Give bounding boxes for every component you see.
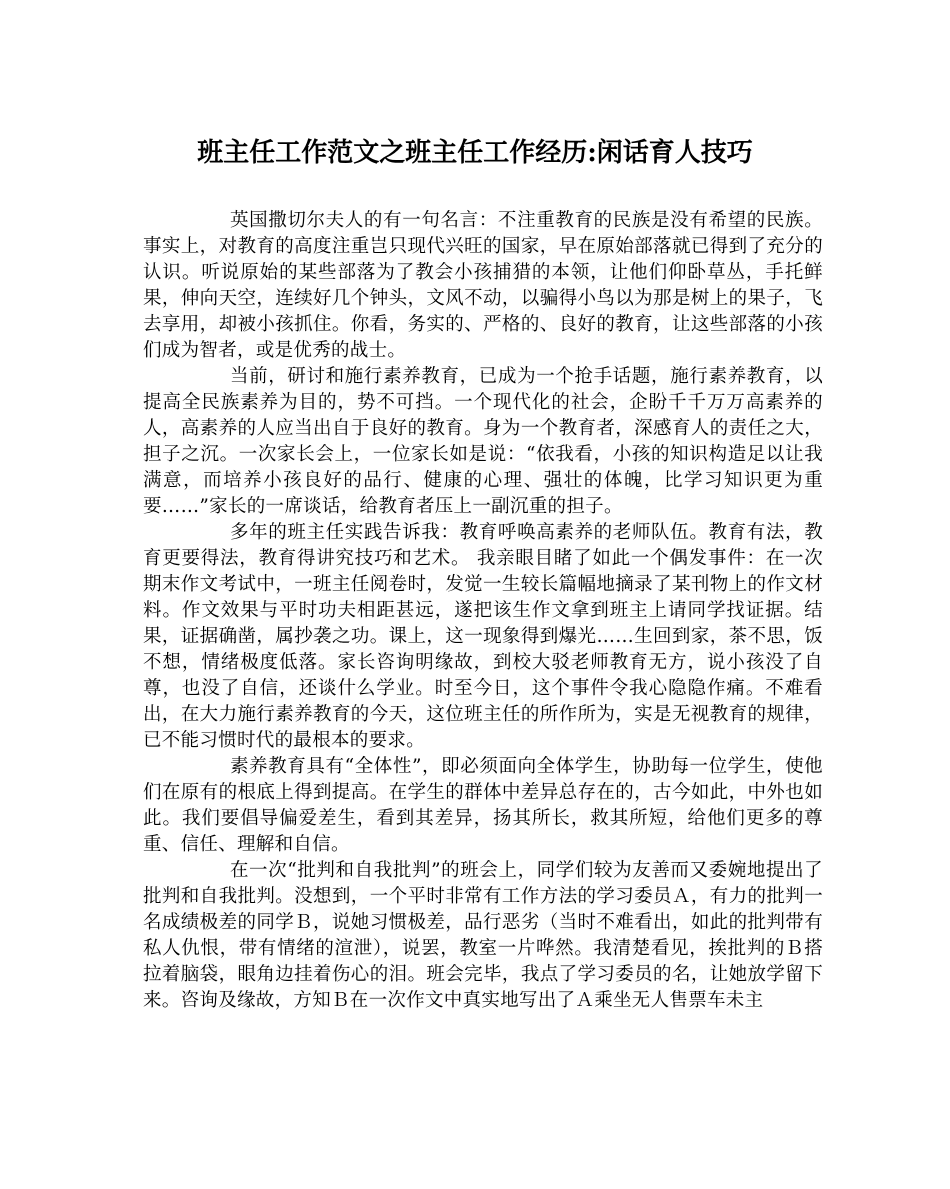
- document-title: 班主任工作范文之班主任工作经历:闲话育人技巧: [197, 138, 753, 168]
- paragraph-3: 多年的班主任实践告诉我：教育呼唤高素养的老师队伍。教育有法，教育更要得法，教育得讲究技巧和艺术。 我亲眼目睹了如此一个偶发事件：在一次期末作文考试中，一班主任阅卷时，发觉一生较长篇幅地摘录了某刊物上的作文材料。作文效果与平时功夫相距甚远，遂把该生作文拿到班主上请同学找证据。结果，证据确凿，属抄袭之功。课上，这一现象得到爆光……生回到家，茶不思，饭不想，情绪极度低落。家长咨询明缘故，到校大驳老师教育无方，说小孩没了自尊，也没了自信，还谈什么学业。时至今日，这个事件令我心隐隐作痛。不难看出，在大力施行素养教育的今天，这位班主任的所作所为，实是无视教育的规律，已不能习惯时代的最根本的要求。: [143, 522, 823, 751]
- paragraph-2: 当前，研讨和施行素养教育，已成为一个抢手话题，施行素养教育，以提高全民族素养为目的，势不可挡。一个现代化的社会，企盼千千万万高素养的人，高素养的人应当出自于良好的教育。身为一个教育者，深感育人的责任之大，担子之沉。一次家长会上，一位家长如是说：“依我看，小孩的知识构造足以让我满意，而培养小孩良好的品行、健康的心理、强壮的体魄，比学习知识更为重要……”家长的一席谈话，给教育者压上一副沉重的担子。: [143, 366, 823, 517]
- paragraph-4: 素养教育具有“全体性”，即必须面向全体学生，协助每一位学生，使他们在原有的根底上得到提高。在学生的群体中差异总存在的，古今如此，中外也如此。我们要倡导偏爱差生，看到其差异，扬其所长，救其所短，给他们更多的尊重、信任、理解和自信。: [143, 756, 823, 855]
- paragraph-1: 英国撒切尔夫人的有一句名言：不注重教育的民族是没有希望的民族。事实上，对教育的高度注重岂只现代兴旺的国家，早在原始部落就已得到了充分的认识。听说原始的某些部落为了教会小孩捕猎的本领，让他们仰卧草丛，手托鲜果，伸向天空，连续好几个钟头，文风不动，以骗得小鸟以为那是树上的果子，飞去享用，却被小孩抓住。你看，务实的、严格的、良好的教育，让这些部落的小孩们成为智者，或是优秀的战士。: [143, 210, 823, 361]
- document-body: [143, 208, 823, 1014]
- paragraph-5: 在一次“批判和自我批判”的班会上，同学们较为友善而又委婉地提出了批判和自我批判。没想到，一个平时非常有工作方法的学习委员Ａ，有力的批判一名成绩极差的同学Ｂ，说她习惯极差，品行恶劣（当时不难看出，如此的批判带有私人仇恨，带有情绪的渲泄），说罢，教室一片哗然。我清楚看见，挨批判的Ｂ搭拉着脑袋，眼角边挂着伤心的泪。班会完毕，我点了学习委员的名，让她放学留下来。咨询及缘故，方知Ｂ在一次作文中真实地写出了Ａ乘坐无人售票车未主: [143, 860, 823, 1011]
